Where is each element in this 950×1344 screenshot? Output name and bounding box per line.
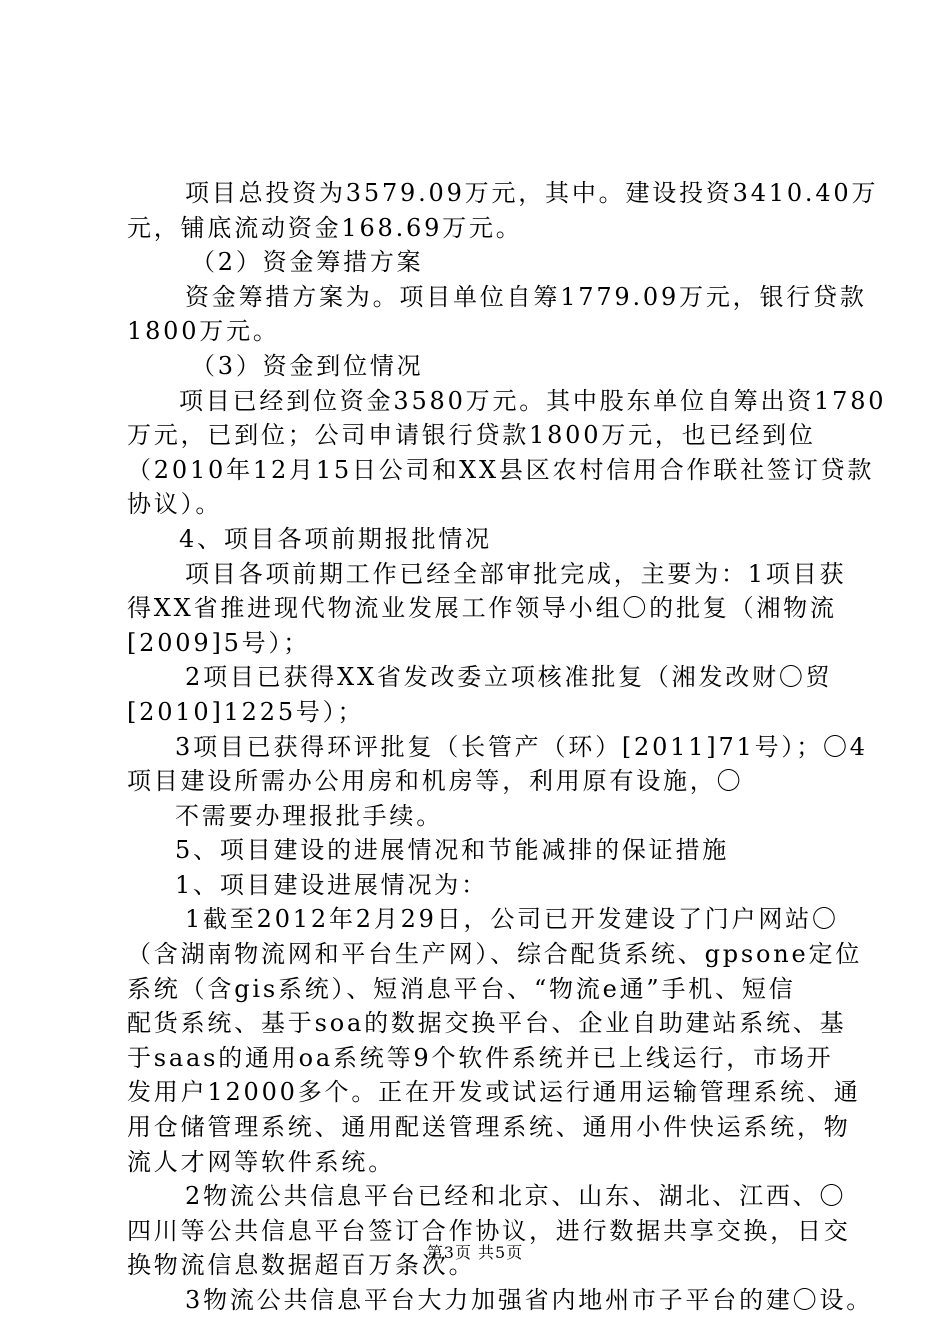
text-line: 资金筹措方案为。项目单位自筹1779.09万元，银行贷款	[185, 282, 867, 311]
text-line: 1800万元。	[127, 317, 280, 346]
text-line: 换物流信息数据超百万条次。	[127, 1251, 476, 1280]
text-line: 四川等公共信息平台签订合作协议，进行数据共享交换，日交	[127, 1216, 851, 1245]
document-body	[127, 176, 887, 1318]
text-line: 系统（含gis系统）、短消息平台、“物流e通”手机、短信	[127, 974, 796, 1003]
text-line: 万元，已到位；公司申请银行贷款1800万元，也已经到位	[127, 421, 816, 450]
text-line: [2009]5号）；	[127, 628, 311, 657]
text-line: 2物流公共信息平台已经和北京、山东、湖北、江西、〇	[185, 1182, 847, 1211]
text-line: 元，铺底流动资金168.69万元。	[127, 213, 523, 242]
text-line: 用仓储管理系统、通用配送管理系统、通用小件快运系统，物	[127, 1113, 851, 1142]
text-line: 3物流公共信息平台大力加强省内地州市子平台的建〇设。	[185, 1286, 874, 1314]
section-heading: 5、项目建设的进展情况和节能减排的保证措施	[175, 836, 730, 865]
text-line: 配货系统、基于soa的数据交换平台、企业自助建站系统、基	[127, 1009, 847, 1038]
text-line: 流人才网等软件系统。	[127, 1147, 395, 1176]
page-number-footer: 第3页 共5页	[426, 1243, 524, 1262]
text-line: 3项目已获得环评批复（长管产（环）[2011]71号）；〇4	[175, 732, 868, 761]
text-line: 2项目已获得XX省发改委立项核准批复（湘发改财〇贸	[185, 663, 833, 692]
text-line: 得XX省推进现代物流业发展工作领导小组〇的批复（湘物流	[127, 594, 837, 623]
text-line: 项目各项前期工作已经全部审批完成，主要为：1项目获	[185, 559, 847, 588]
text-line: （含湖南物流网和平台生产网）、综合配货系统、gpsone定位	[127, 940, 863, 969]
section-heading: （3）资金到位情况	[191, 351, 424, 380]
text-line: 协议）。	[127, 490, 223, 519]
text-line: 项目已经到位资金3580万元。其中股东单位自筹出资1780	[179, 386, 887, 415]
text-line: 发用户12000多个。正在开发或试运行通用运输管理系统、通	[127, 1078, 861, 1107]
text-line: （2010年12月15日公司和XX县区农村信用合作联社签订贷款	[127, 455, 875, 484]
section-heading: 1、项目建设进展情况为：	[175, 870, 488, 899]
text-line: 于saas的通用oa系统等9个软件系统并已上线运行，市场开	[127, 1043, 834, 1072]
text-line: 项目建设所需办公用房和机房等，利用原有设施，〇	[127, 767, 744, 796]
section-heading: 4、项目各项前期报批情况	[179, 524, 492, 553]
text-line: 项目总投资为3579.09万元，其中。建设投资3410.40万	[185, 179, 879, 207]
section-heading: （2）资金筹措方案	[191, 248, 424, 277]
text-line: [2010]1225号）；	[127, 697, 365, 726]
text-line: 不需要办理报批手续。	[175, 801, 443, 830]
text-line: 1截至2012年2月29日，公司已开发建设了门户网站〇	[185, 905, 839, 934]
